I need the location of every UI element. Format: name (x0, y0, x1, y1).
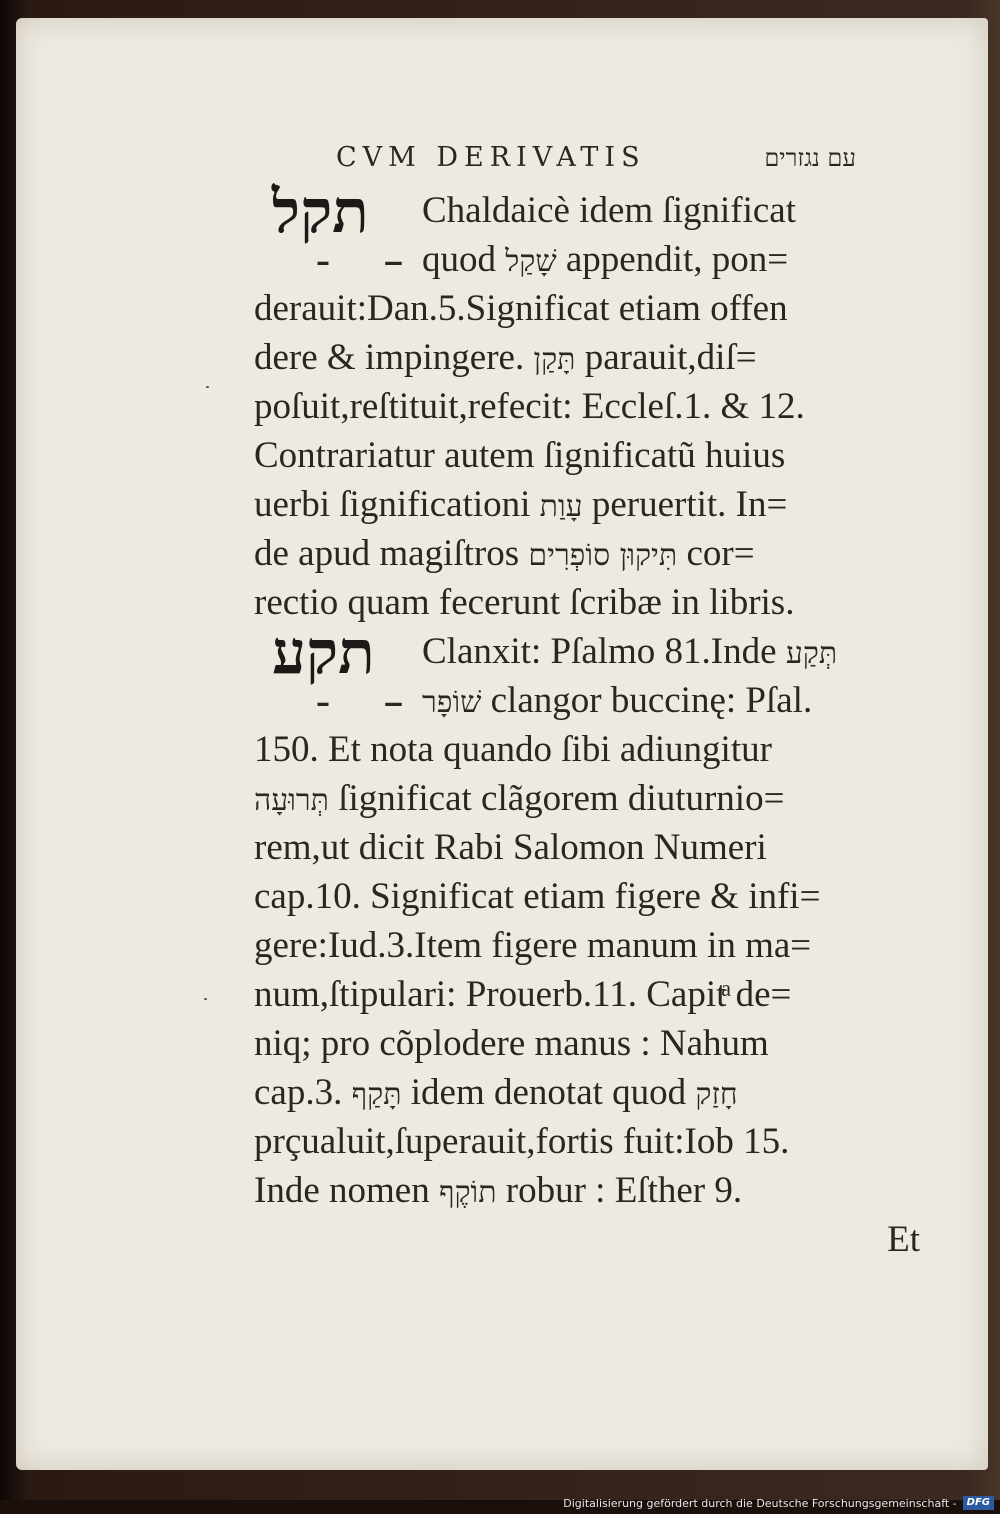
digitization-credit (563, 1494, 994, 1512)
latin-text: clangor buccinę: Pſal. (481, 680, 813, 721)
latin-text: peruertit. In= (582, 484, 788, 525)
ink-speck (206, 386, 209, 388)
headword-points: – ‒ (316, 245, 426, 278)
headword: תקע (272, 618, 375, 688)
latin-text: poſuit,reſtituit,refecit: Eccleſ.1. & 12. (254, 386, 805, 427)
text-line (254, 823, 926, 872)
latin-text: cap.3. (254, 1072, 352, 1113)
text-line (254, 284, 926, 333)
text-line (254, 872, 926, 921)
text-line (254, 970, 926, 1019)
hebrew-word: תָּקַף (351, 1077, 402, 1112)
dictionary-entry (254, 618, 926, 1215)
latin-text: parauit,diſ= (575, 337, 757, 378)
headword: תקל (272, 177, 369, 247)
latin-text: ſignificat clãgorem diuturnio= (328, 778, 785, 819)
page-text-block (254, 142, 926, 1264)
latin-text: dere & impingere. (254, 337, 534, 378)
text-line (254, 921, 926, 970)
running-head-hebrew: עם נגזרים (764, 144, 856, 172)
latin-text: derauit:Dan.5.Significat etiam offen (254, 288, 788, 329)
latin-text: Clanxit: Pſalmo 81.Inde (422, 631, 786, 672)
latin-text: Chaldaicè idem ſignificat (422, 190, 796, 231)
latin-text: rectio quam fecerunt ſcribæ in libris. (254, 582, 795, 623)
latin-text: idem denotat quod (401, 1072, 696, 1113)
latin-text: Contrariatur autem ſignificatũ huius (254, 435, 786, 476)
book-page (16, 18, 988, 1470)
text-line (254, 529, 926, 578)
dictionary-entries (254, 177, 926, 1215)
headword-points: – ‒ (316, 686, 426, 719)
latin-text: cap.10. Significat etiam figere & infi= (254, 876, 821, 917)
hebrew-word: שׁוֹפָר (422, 685, 482, 720)
latin-text: prçualuit,ſuperauit,fortis fuit:Iob 15. (254, 1121, 790, 1162)
text-line (254, 1117, 926, 1166)
hebrew-word: תִּיקוּן סוֹפְרִים (528, 538, 678, 573)
text-line (254, 774, 926, 823)
dictionary-entry (254, 177, 926, 627)
text-line (254, 431, 926, 480)
hebrew-word: תָּקַן (533, 342, 576, 377)
hebrew-word: עָוַת (539, 489, 583, 524)
latin-text: Inde nomen (254, 1170, 439, 1211)
latin-text: cor= (677, 533, 755, 574)
hebrew-word: תְּרוּעָה (254, 783, 329, 818)
footer-text: Digitalisierung gefördert durch die Deutsche Forschungsgemeinschaft - (563, 1496, 957, 1510)
latin-text: num,ſtipulari: Prouerb.11. Capitͣ de= (254, 974, 792, 1015)
hebrew-word: שָׁקַל (505, 244, 557, 279)
dfg-logo: DFG (963, 1496, 994, 1510)
ink-speck (204, 998, 207, 1000)
hebrew-word: תְּקַע (785, 636, 838, 671)
text-line (254, 333, 926, 382)
latin-text: niq; pro cõplodere manus : Nahum (254, 1023, 769, 1064)
hebrew-word: תוֹקֶף (438, 1175, 497, 1210)
latin-text: 150. Et nota quando ſibi adiungitur (254, 729, 772, 770)
latin-text: robur : Eſther 9. (496, 1170, 743, 1211)
latin-text: appendit, pon= (556, 239, 789, 280)
text-line (254, 725, 926, 774)
latin-text: gere:Iud.3.Item figere manum in ma= (254, 925, 812, 966)
text-line (254, 480, 926, 529)
hebrew-word: חָזַק (695, 1077, 738, 1112)
latin-text: de apud magiſtros (254, 533, 529, 574)
latin-text: uerbi ſignificationi (254, 484, 540, 525)
text-line (254, 382, 926, 431)
running-head-latin: CVM DERIVATIS (336, 142, 646, 173)
text-line (254, 1068, 926, 1117)
text-line (254, 1019, 926, 1068)
catchword: Et (887, 1219, 920, 1260)
latin-text: rem,ut dicit Rabi Salomon Numeri (254, 827, 767, 868)
text-line (254, 1166, 926, 1215)
running-head (336, 142, 856, 186)
latin-text: quod (422, 239, 506, 280)
